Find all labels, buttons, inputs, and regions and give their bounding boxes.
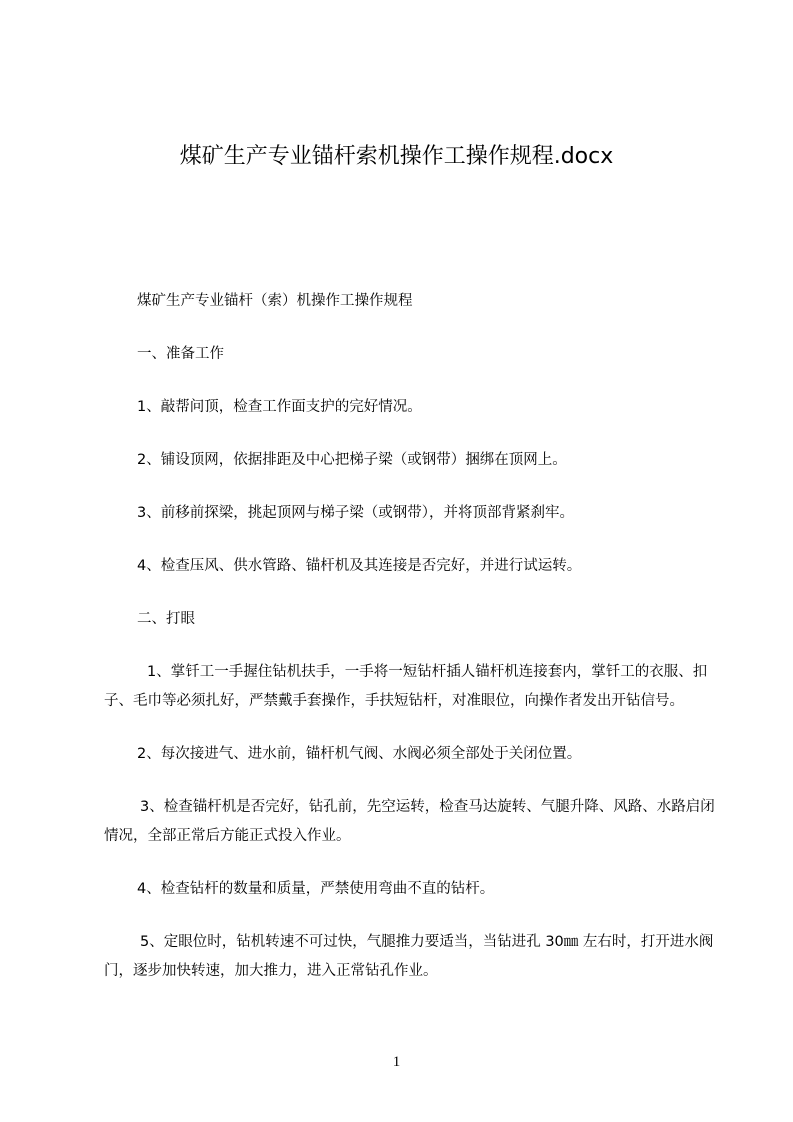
section-heading-drilling: 二、打眼 bbox=[137, 611, 195, 627]
paragraph: 5、定眼位时，钻机转速不可过快，气腿推力要适当，当钻进孔 30㎜ 左右时，打开进水阀门，逐步加快转速，加大推力，进入正常钻孔作业。 bbox=[104, 934, 714, 979]
paragraph: 4、检查压风、供水管路、锚杆机及其连接是否完好，并进行试运转。 bbox=[137, 558, 582, 574]
document-title: 煤矿生产专业锚杆索机操作工操作规程.docx bbox=[179, 144, 614, 169]
paragraph: 3、前移前探梁，挑起顶网与梯子梁（或钢带），并将顶部背紧刹牢。 bbox=[137, 505, 574, 521]
page-number: 1 bbox=[392, 1054, 401, 1070]
paragraph: 2、每次接进气、进水前，锚杆机气阀、水阀必须全部处于关闭位置。 bbox=[137, 746, 582, 762]
section-heading-preparation: 一、准备工作 bbox=[137, 346, 224, 362]
paragraph: 4、检查钻杆的数量和质量，严禁使用弯曲不直的钻杆。 bbox=[137, 881, 495, 897]
paragraph: 2、铺设顶网，依据排距及中心把梯子梁（或钢带）捆绑在顶网上。 bbox=[137, 452, 567, 468]
paragraph-subtitle: 煤矿生产专业锚杆（索）机操作工操作规程 bbox=[137, 293, 413, 309]
document-body bbox=[104, 287, 716, 1010]
paragraph: 1、掌钎工一手握住钻机扶手，一手将一短钻杆插人锚杆机连接套内，掌钎工的衣服、扣子、毛巾等必须扎好，严禁戴手套操作，手扶短钻杆，对准眼位，向操作者发出开钻信号。 bbox=[104, 664, 708, 709]
paragraph: 3、检查锚杆机是否完好，钻孔前，先空运转，检查马达旋转、气腿升降、风路、水路启闭情况，全部正常后方能正式投入作业。 bbox=[104, 799, 715, 844]
paragraph: 1、敲帮问顶，检查工作面支护的完好情况。 bbox=[137, 399, 422, 415]
